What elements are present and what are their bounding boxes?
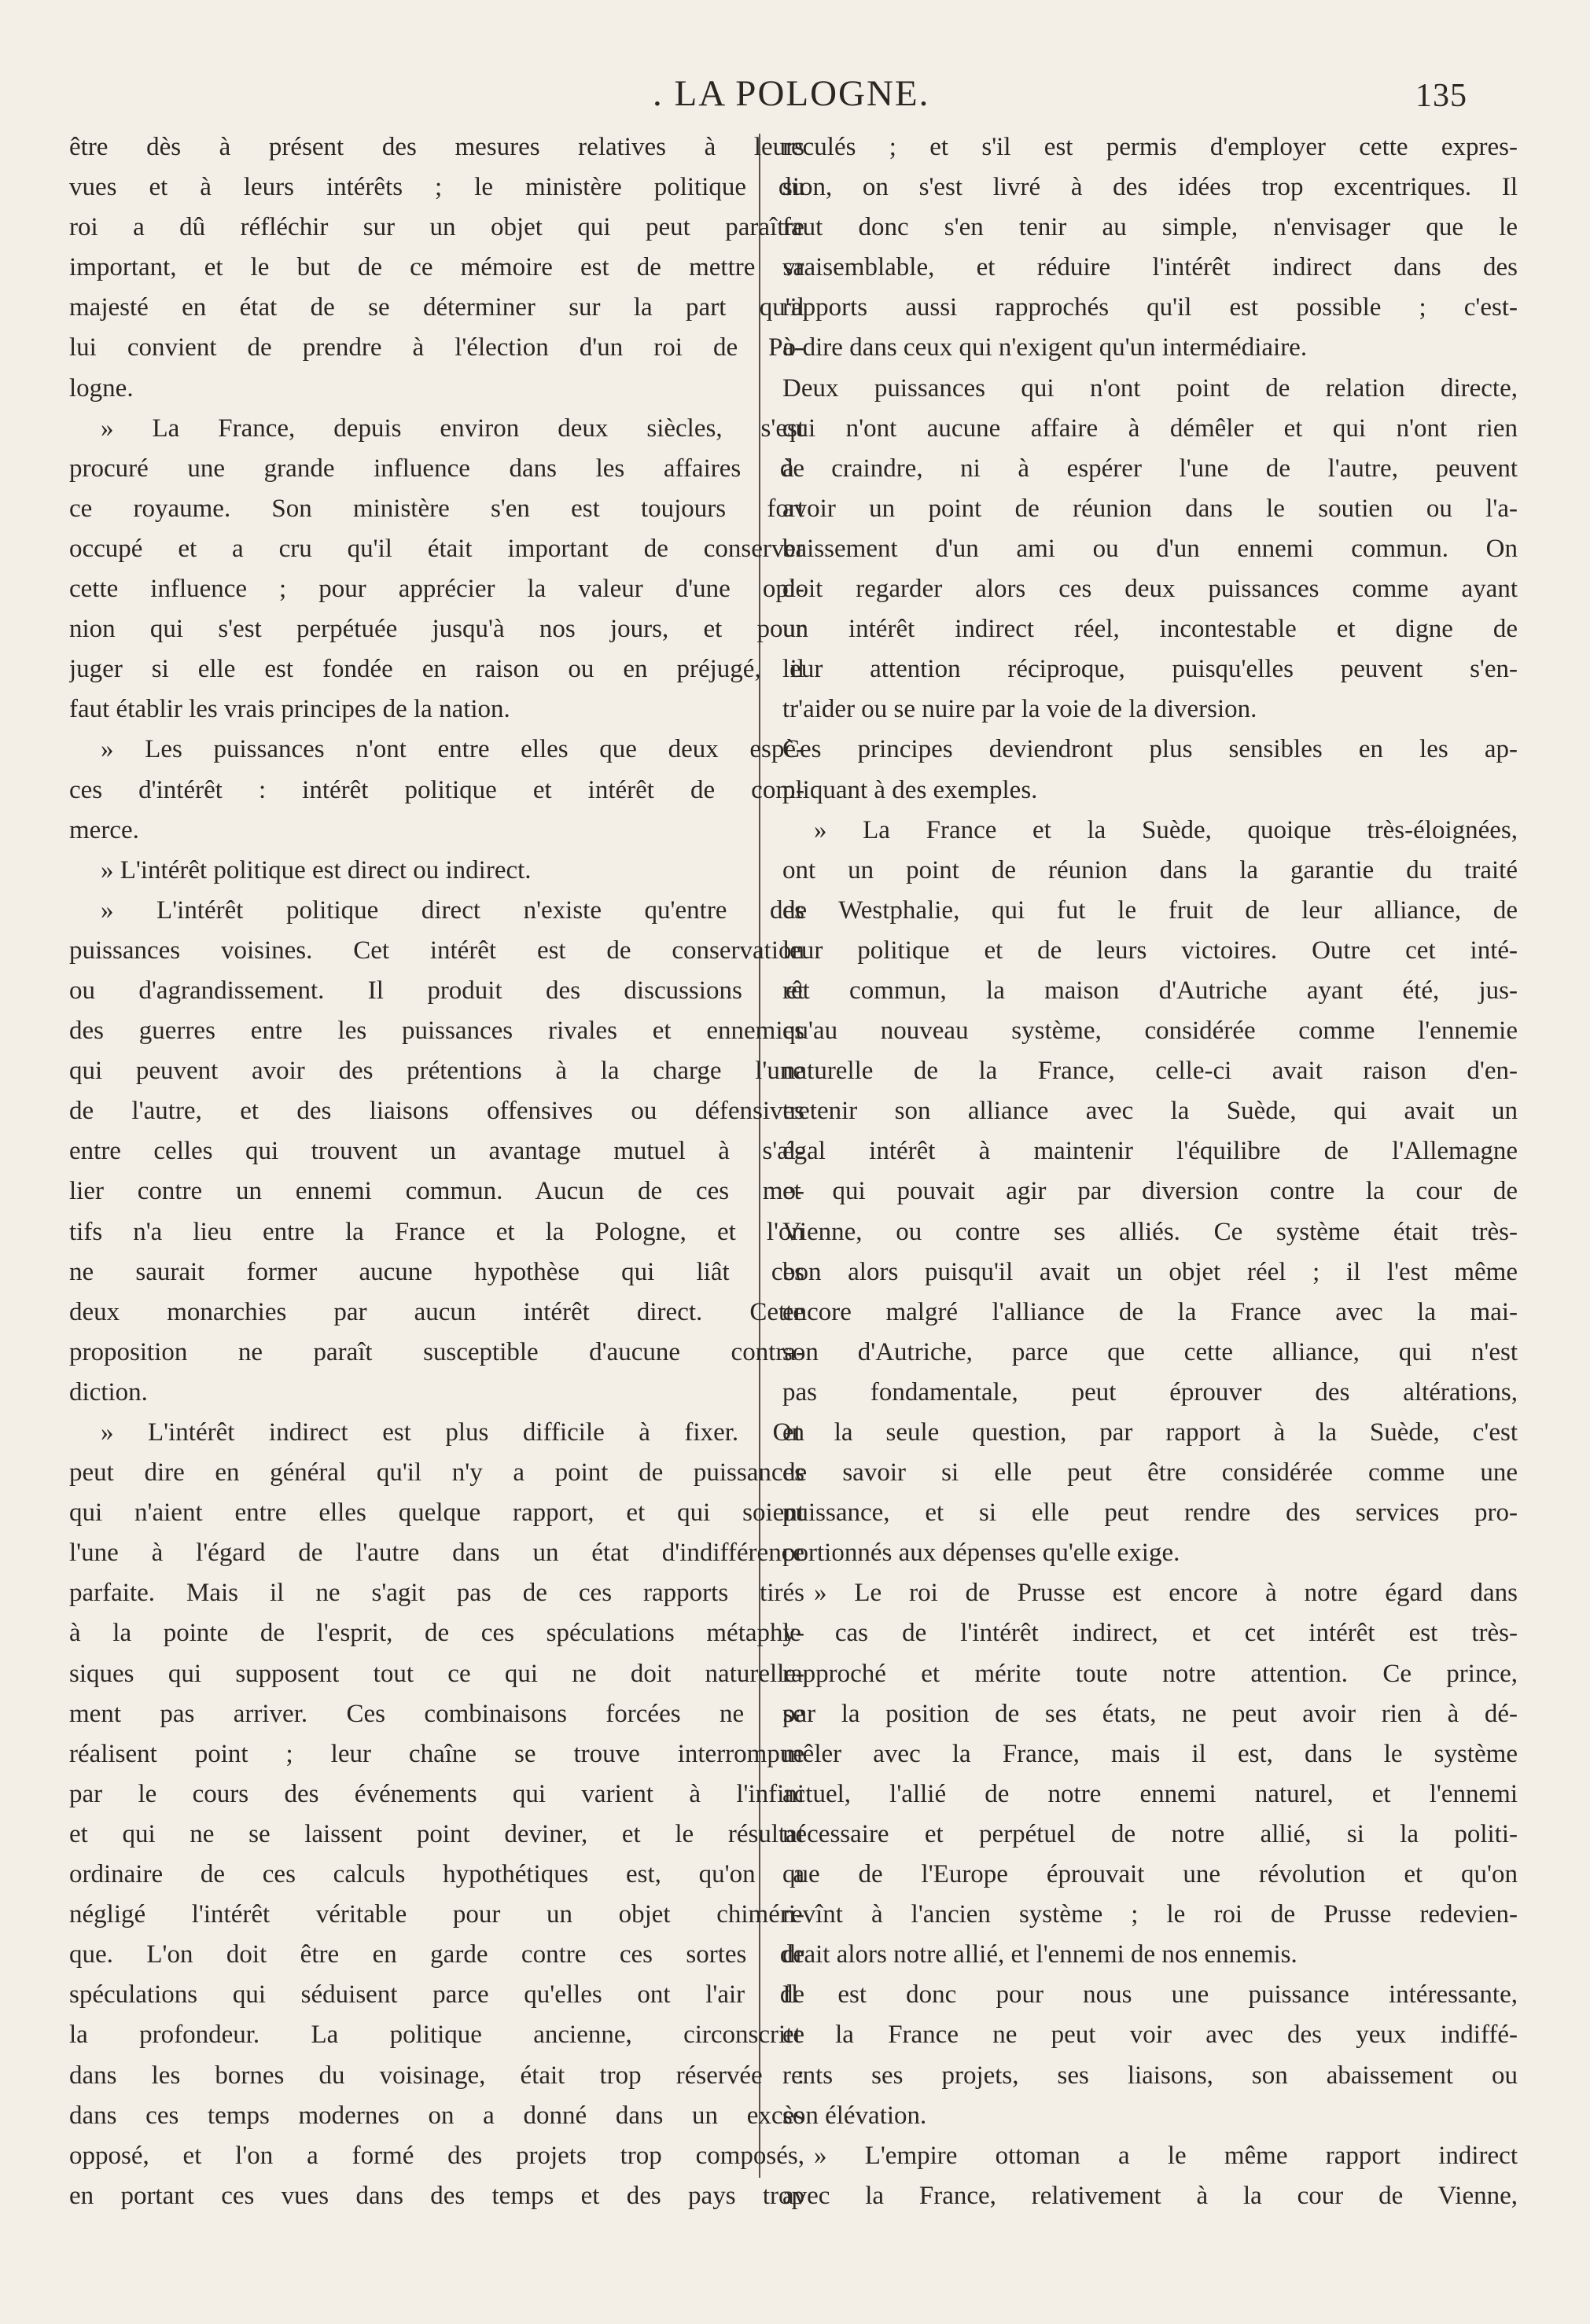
text-line: et qui pouvait agir par diversion contre la cour de xyxy=(782,1177,1518,1206)
text-line: faut donc s'en tenir au simple, n'envisager que le xyxy=(782,213,1518,242)
text-line: avoir un point de réunion dans le soutien ou l'a- xyxy=(782,494,1518,523)
text-line: naturelle de la France, celle-ci avait raison d'en- xyxy=(782,1057,1518,1086)
running-head xyxy=(0,72,1590,120)
text-line: le cas de l'intérêt indirect, et cet intérêt est très- xyxy=(782,1619,1518,1648)
text-line: reculés ; et s'il est permis d'employer cette expres- xyxy=(782,133,1518,161)
text-line: occupé et a cru qu'il était important de conserver xyxy=(69,534,804,563)
text-line: un intérêt indirect réel, incontestable et digne de xyxy=(782,615,1518,644)
text-line: » La France, depuis environ deux siècles, s'est xyxy=(101,414,804,443)
text-line: » L'intérêt indirect est plus difficile à fixer. On xyxy=(101,1418,804,1447)
text-line: peut dire en général qu'il n'y a point de puissances xyxy=(69,1458,804,1487)
text-line: son élévation. xyxy=(782,2101,927,2130)
text-line: dans les bornes du voisinage, était trop réservée : xyxy=(69,2061,804,2090)
text-line: dans ces temps modernes on a donné dans un excès xyxy=(69,2101,804,2130)
text-line: » L'intérêt politique direct n'existe qu'entre des xyxy=(101,895,804,925)
text-line: tr'aider ou se nuire par la voie de la diversion. xyxy=(782,695,1257,724)
text-line: diction. xyxy=(69,1377,148,1407)
text-line: » Les puissances n'ont entre elles que deux espè- xyxy=(101,735,804,764)
text-line: roi a dû réfléchir sur un objet qui peut paraître xyxy=(69,213,804,242)
running-title: . LA POLOGNE. xyxy=(653,73,930,114)
text-line: portionnés aux dépenses qu'elle exige. xyxy=(782,1539,1180,1568)
text-line: qu'au nouveau système, considérée comme l'ennemie xyxy=(782,1017,1518,1046)
text-line: » Le roi de Prusse est encore à notre égard dans xyxy=(814,1579,1518,1608)
text-line: ce royaume. Son ministère s'en est toujours fort xyxy=(69,494,804,523)
text-line: qui n'ont aucune affaire à démêler et qui n'ont rien xyxy=(782,414,1518,443)
text-line: rêt commun, la maison d'Autriche ayant été, jus- xyxy=(782,976,1518,1005)
text-line: bon alors puisqu'il avait un objet réel ; il l'est même xyxy=(782,1257,1518,1286)
text-line: à craindre, ni à espérer l'une de l'autre, peuvent xyxy=(782,454,1518,483)
text-line: par la position de ses états, ne peut avoir rien à dé- xyxy=(782,1699,1518,1728)
text-line: ment pas arriver. Ces combinaisons forcées ne se xyxy=(69,1699,804,1728)
text-line: deux monarchies par aucun intérêt direct. Cette xyxy=(69,1297,804,1326)
text-line: de Westphalie, qui fut le fruit de leur alliance, de xyxy=(782,895,1518,925)
text-line: logne. xyxy=(69,373,134,403)
text-line: la profondeur. La politique ancienne, circonscrite xyxy=(69,2021,804,2050)
text-line: avec la France, relativement à la cour de Vienne, xyxy=(782,2181,1518,2210)
text-line: » L'intérêt politique est direct ou indirect. xyxy=(101,855,532,884)
text-line: lier contre un ennemi commun. Aucun de ces mo- xyxy=(69,1177,804,1206)
text-line: baissement d'un ami ou d'un ennemi commun. On xyxy=(782,534,1518,563)
text-line: son d'Autriche, parce que cette alliance, qui n'est xyxy=(782,1337,1518,1366)
text-line: ont un point de réunion dans la garantie du traité xyxy=(782,855,1518,884)
text-line: de l'autre, et des liaisons offensives ou défensives xyxy=(69,1097,804,1126)
text-line: doit regarder alors ces deux puissances comme ayant xyxy=(782,575,1518,604)
text-line: ou d'agrandissement. Il produit des discussions et xyxy=(69,976,804,1005)
text-line: que. L'on doit être en garde contre ces sortes de xyxy=(69,1940,804,1969)
text-line: lui convient de prendre à l'élection d'un roi de Po- xyxy=(69,333,804,362)
text-line: spéculations qui séduisent parce qu'elles ont l'air de xyxy=(69,1980,804,2010)
text-line: majesté en état de se déterminer sur la part qu'il xyxy=(69,293,804,322)
page-number: 135 xyxy=(1415,78,1467,114)
text-line: opposé, et l'on a formé des projets trop composés, xyxy=(69,2141,804,2170)
text-line: et la France ne peut voir avec des yeux indiffé- xyxy=(782,2021,1518,2050)
text-line: réalisent point ; leur chaîne se trouve interrompue xyxy=(69,1739,804,1768)
text-line: nion qui s'est perpétuée jusqu'à nos jours, et pour xyxy=(69,615,804,644)
text-line: par le cours des événements qui varient à l'infini xyxy=(69,1779,804,1808)
text-line: ne saurait former aucune hypothèse qui liât ces xyxy=(69,1257,804,1286)
text-line: sion, on s'est livré à des idées trop excentriques. Il xyxy=(782,173,1518,202)
text-line: vraisemblable, et réduire l'intérêt indirect dans des xyxy=(782,253,1518,282)
text-line: Il est donc pour nous une puissance intéressante, xyxy=(782,1980,1518,2010)
text-line: entre celles qui trouvent un avantage mutuel à s'al- xyxy=(69,1137,804,1166)
text-line: juger si elle est fondée en raison ou en préjugé, il xyxy=(69,655,804,684)
text-line: rapports aussi rapprochés qu'il est possible ; c'est- xyxy=(782,293,1518,322)
text-line: et la seule question, par rapport à la Suède, c'est xyxy=(782,1418,1518,1447)
text-line: et qui ne se laissent point deviner, et le résultat xyxy=(69,1819,804,1848)
right-column xyxy=(782,127,1518,2216)
text-line: leur attention réciproque, puisqu'elles peuvent s'en- xyxy=(782,655,1518,684)
text-line: leur politique et de leurs victoires. Outre cet inté- xyxy=(782,936,1518,965)
text-line: tifs n'a lieu entre la France et la Pologne, et l'on xyxy=(69,1217,804,1246)
text-line: ces d'intérêt : intérêt politique et intérêt de com- xyxy=(69,775,804,804)
text-line: encore malgré l'alliance de la France avec la mai- xyxy=(782,1297,1518,1326)
text-line: à-dire dans ceux qui n'exigent qu'un intermédiaire. xyxy=(782,333,1308,362)
text-line: faut établir les vrais principes de la nation. xyxy=(69,695,510,724)
text-line: l'une à l'égard de l'autre dans un état d'indifférence xyxy=(69,1539,804,1568)
text-line: drait alors notre allié, et l'ennemi de nos ennemis. xyxy=(782,1940,1297,1969)
text-line: rents ses projets, ses liaisons, son abaissement ou xyxy=(782,2061,1518,2090)
text-line: en portant ces vues dans des temps et des pays trop xyxy=(69,2181,804,2210)
text-line: important, et le but de ce mémoire est de mettre sa xyxy=(69,253,804,282)
text-line: ordinaire de ces calculs hypothétiques est, qu'on a xyxy=(69,1860,804,1889)
text-line: puissance, et si elle peut rendre des services pro- xyxy=(782,1498,1518,1528)
text-line: qui n'aient entre elles quelque rapport, et qui soient xyxy=(69,1498,804,1528)
text-line: procuré une grande influence dans les affaires de xyxy=(69,454,804,483)
text-line: » La France et la Suède, quoique très-éloignées, xyxy=(814,815,1518,844)
text-line: » L'empire ottoman a le même rapport indirect xyxy=(814,2141,1518,2170)
text-line: être dès à présent des mesures relatives à leurs xyxy=(69,133,804,161)
text-line: siques qui supposent tout ce qui ne doit naturelle- xyxy=(69,1659,804,1688)
text-line: Deux puissances qui n'ont point de relation directe, xyxy=(782,373,1518,403)
left-column xyxy=(69,127,804,2216)
text-line: pliquant à des exemples. xyxy=(782,775,1038,804)
text-line: négligé l'intérêt véritable pour un objet chiméri- xyxy=(69,1900,804,1929)
text-line: égal intérêt à maintenir l'équilibre de l'Allemagne xyxy=(782,1137,1518,1166)
text-line: cette influence ; pour apprécier la valeur d'une opi- xyxy=(69,575,804,604)
text-line: rapproché et mérite toute notre attention. Ce prince, xyxy=(782,1659,1518,1688)
text-line: tretenir son alliance avec la Suède, qui avait un xyxy=(782,1097,1518,1126)
text-line: qui peuvent avoir des prétentions à la charge l'une xyxy=(69,1057,804,1086)
text-line: nécessaire et perpétuel de notre allié, si la politi- xyxy=(782,1819,1518,1848)
text-line: vues et à leurs intérêts ; le ministère politique du xyxy=(69,173,804,202)
text-line: actuel, l'allié de notre ennemi naturel, et l'ennemi xyxy=(782,1779,1518,1808)
text-line: pas fondamentale, peut éprouver des altérations, xyxy=(782,1377,1518,1407)
text-line: que de l'Europe éprouvait une révolution et qu'on xyxy=(782,1860,1518,1889)
text-line: mêler avec la France, mais il est, dans le système xyxy=(782,1739,1518,1768)
text-line: puissances voisines. Cet intérêt est de conservation xyxy=(69,936,804,965)
text-line: proposition ne paraît susceptible d'aucune contra- xyxy=(69,1337,804,1366)
text-line: à la pointe de l'esprit, de ces spéculations métaphy- xyxy=(69,1619,804,1648)
text-line: Ces principes deviendront plus sensibles en les ap- xyxy=(782,735,1518,764)
text-line: revînt à l'ancien système ; le roi de Prusse redevien- xyxy=(782,1900,1518,1929)
text-line: parfaite. Mais il ne s'agit pas de ces rapports tirés xyxy=(69,1579,804,1608)
text-line: merce. xyxy=(69,815,139,844)
text-line: Vienne, ou contre ses alliés. Ce système était très- xyxy=(782,1217,1518,1246)
text-line: des guerres entre les puissances rivales et ennemies xyxy=(69,1017,804,1046)
text-line: de savoir si elle peut être considérée comme une xyxy=(782,1458,1518,1487)
